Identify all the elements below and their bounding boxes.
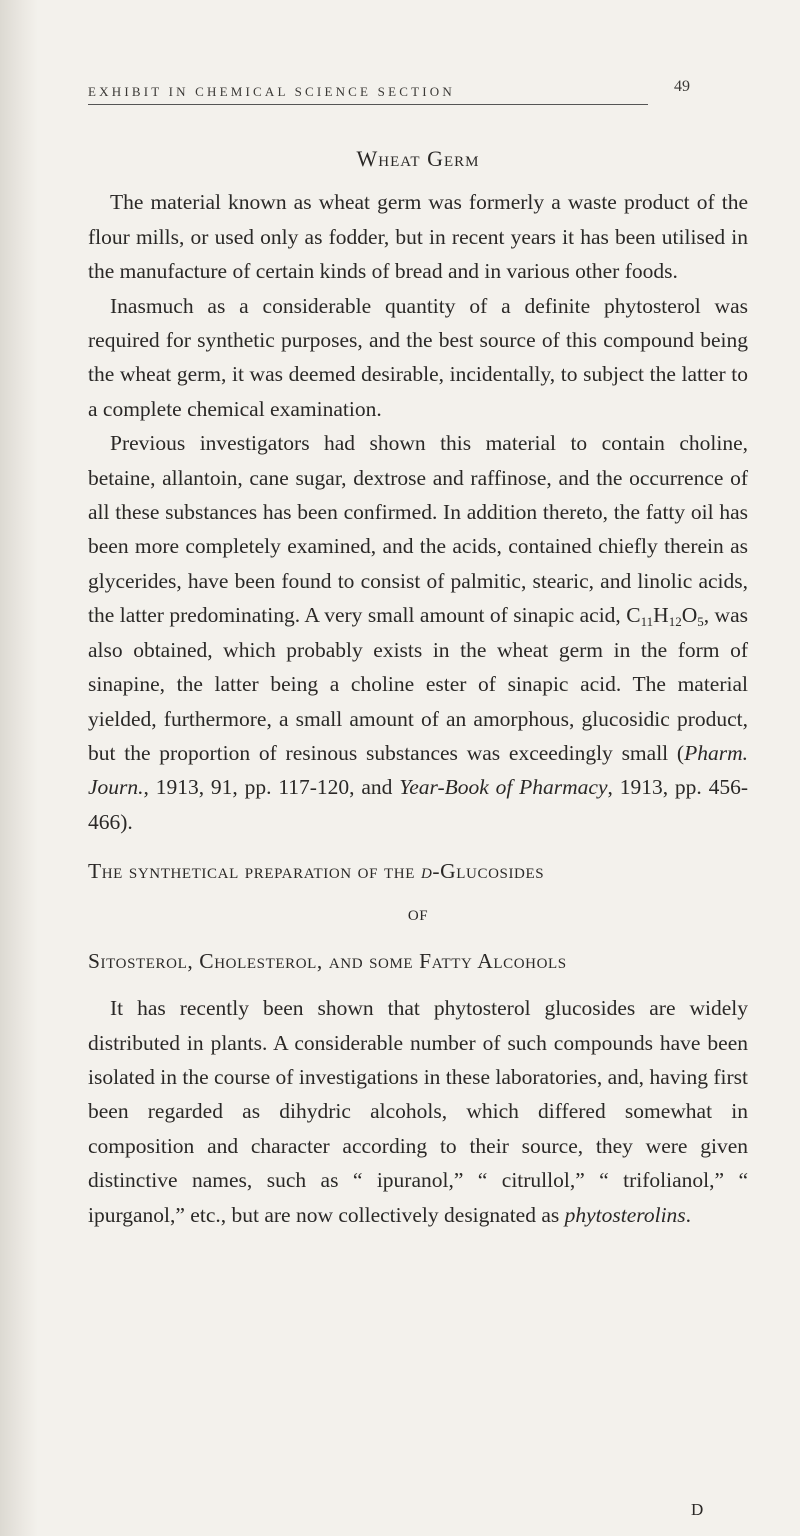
- running-title: EXHIBIT IN CHEMICAL SCIENCE SECTION: [88, 84, 455, 99]
- formula-element-o: O: [681, 603, 698, 628]
- paragraph-4-text-b: .: [685, 1202, 692, 1227]
- paragraph-2: Inasmuch as a considerable quantity of a definite phytosterol was required for synthetic purposes, and the best source of this compound being the wheat germ, it was deemed desirable, incidentally, to subject the latter to a complete chemical examination.: [88, 293, 748, 421]
- signature-mark: D: [691, 1500, 704, 1519]
- page-binding-shadow: [0, 0, 38, 1536]
- paragraph-1: The material known as wheat germ was formerly a waste product of the flour mills, or used only as fodder, but in recent years it has been utilised in the manufacture of certain kinds of bread and in various other foods.: [88, 190, 748, 284]
- formula-element-c: C: [626, 603, 641, 628]
- heading-text-b: -Glucosides: [432, 859, 545, 884]
- citation-pharm-journ: Pharm. Journ.: [88, 740, 748, 800]
- section-heading-line-2: Sitosterol, Cholesterol, and some Fatty Alcohols: [88, 949, 567, 974]
- paragraph-3-text-c: , 1913, 91, pp. 117-120, and: [143, 775, 400, 800]
- formula-sub-h: 12: [668, 614, 682, 630]
- formula-element-h: H: [653, 603, 669, 628]
- chemical-formula: [626, 603, 704, 630]
- paragraph-4-text-a: It has recently been shown that phytosterol glucosides are widely distributed in plants. A considerable number of such compounds have been isolated in the course of investigations in these laboratories, and, having first been regarded as dihydric alcohols, which differed somewhat in composition and character according to their source, they were given distinctive names, such as “ ipuranol,” “ citrullol,” “ trifolianol,” “ ipurganol,” etc., but are now collectively designated as: [88, 996, 748, 1227]
- heading-d-prefix: d: [420, 859, 433, 884]
- formula-sub-c: 11: [640, 614, 654, 630]
- running-header: [88, 84, 648, 105]
- page-body: [88, 142, 748, 1232]
- citation-year-book: Year-Book of Pharmacy: [399, 775, 608, 800]
- term-phytosterolins: phytosterolins: [564, 1202, 686, 1227]
- section-heading-line-1: [88, 855, 748, 887]
- paragraph-3-text-d: , 1913, pp. 456-466).: [88, 775, 749, 834]
- page-number: 49: [674, 78, 690, 95]
- paragraph-3: [88, 426, 748, 839]
- heading-text-a: The synthetical preparation of the: [88, 859, 421, 884]
- section-heading-of: OF: [407, 908, 429, 925]
- paragraph-4: [88, 991, 748, 1232]
- section-title-wheat-germ: Wheat Germ: [356, 146, 480, 171]
- paragraph-3-text-a: Previous investigators had shown this material to contain choline, betaine, allantoin, cane sugar, dextrose and raffinose, and the occurrence of all these substances has been confirmed. In addition thereto, the fatty oil has been more completely examined, and the acids, contained chiefly therein as glycerides, have been found to consist of palmitic, stearic, and linolic acids, the latter predominating. A very small amount of sinapic acid,: [88, 431, 748, 628]
- formula-sub-o: 5: [697, 614, 704, 630]
- paragraph-3-text-b: , was also obtained, which probably exists in the wheat germ in the form of sinapine, the latter being a choline ester of sinapic acid. The material yielded, furthermore, a small amount of an amorphous, glucosidic product, but the proportion of resinous substances was exceedingly small (: [88, 603, 748, 765]
